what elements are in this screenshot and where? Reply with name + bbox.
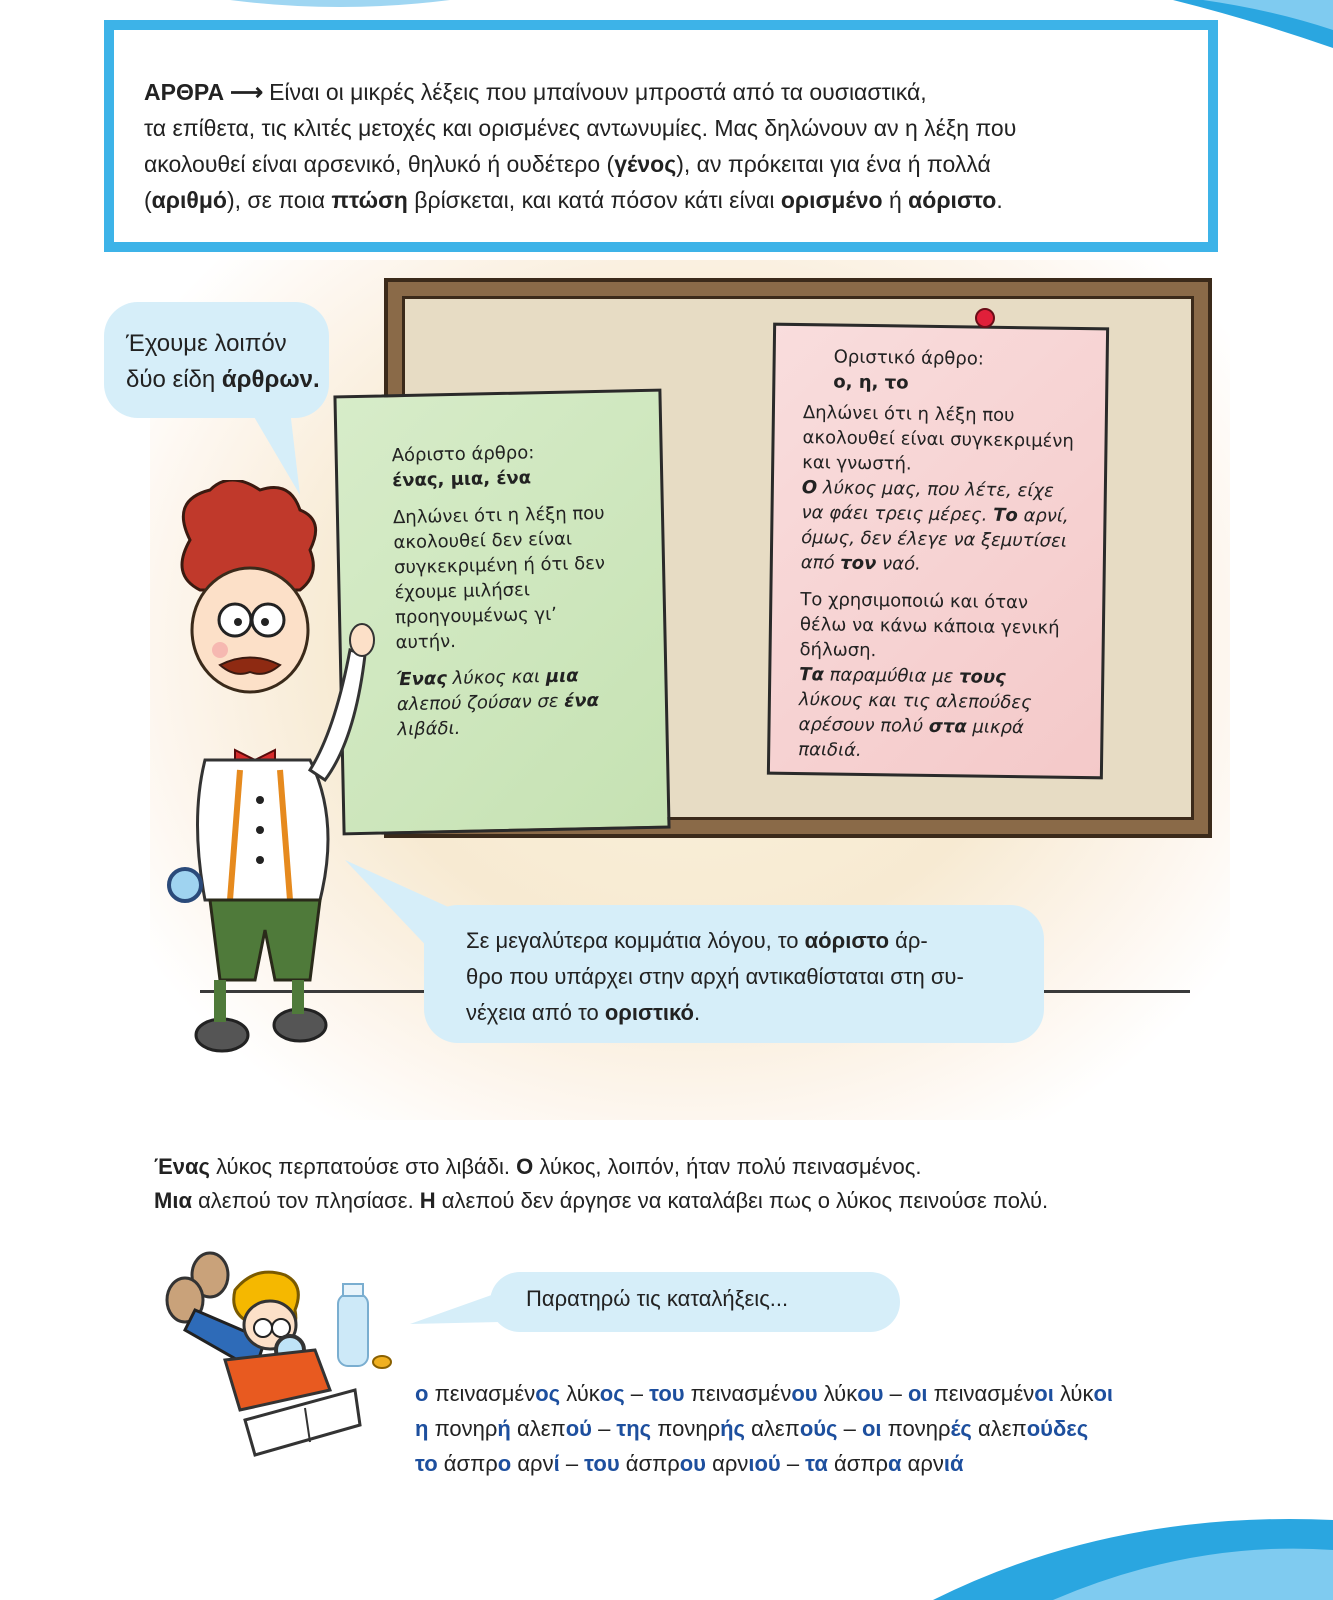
note-heading: Αόριστο άρθρο: (391, 442, 535, 467)
ending-highlight: ου (679, 1451, 706, 1476)
ending-highlight: οι (907, 1381, 928, 1406)
ending-highlight: ος (535, 1381, 561, 1406)
bubble-tail (410, 1292, 500, 1332)
note-definite-article: Οριστικό άρθρο: ο, η, το Δηλώνει ότι η λέξη που ακολουθεί είναι συγκεκριμένη και γνωστή. Ο λύκος μας, που λέτε, είχε να φάει τρεις μέρες. Το αρνί, όμως, δεν έλεγε να ξεμυτίσει από τον ναό. Το χρησιμοποιώ και όταν θέλω να κάνω κάποια γενική δήλωση. Τα παραμύθια με τους λύκους και τις αλεπούδες αρέσουν πολύ στα μικρά παιδιά. (767, 323, 1109, 780)
ending-highlight: οι (861, 1416, 882, 1441)
endings-row (415, 1411, 1113, 1446)
ending-highlight: ές (950, 1416, 972, 1441)
ending-highlight: η (415, 1416, 429, 1441)
ending-highlight: ιά (943, 1451, 964, 1476)
ending-highlight: οι (1034, 1381, 1054, 1406)
ending-stem: – (883, 1381, 908, 1406)
wave-decoration-top (230, 0, 450, 10)
ending-highlight: το (415, 1451, 438, 1476)
ending-stem: πονηρ (651, 1416, 721, 1441)
bottle-icon (330, 1280, 400, 1370)
ending-stem: πεινασμέν (927, 1381, 1035, 1406)
ending-stem: – (559, 1451, 585, 1476)
bubble-tail (250, 410, 310, 500)
ending-stem: άσπρ (437, 1451, 498, 1476)
ending-highlight: α (888, 1451, 902, 1476)
ending-stem: πονηρ (881, 1416, 951, 1441)
professor-illustration (150, 480, 390, 1060)
term-title: ΑΡΘΡΑ (144, 79, 225, 105)
ending-stem: λύκ (560, 1381, 600, 1406)
ending-highlight: ος (599, 1381, 625, 1406)
ending-stem: αλεπ (971, 1416, 1027, 1441)
ending-highlight: τα (805, 1451, 828, 1476)
endings-row (415, 1446, 1113, 1481)
definition-box (104, 20, 1218, 252)
ending-highlight: του (584, 1451, 620, 1476)
ending-highlight: ή (497, 1416, 511, 1441)
ending-stem: αρν (511, 1451, 554, 1476)
ending-stem: αρν (705, 1451, 749, 1476)
ending-stem: πεινασμέν (684, 1381, 792, 1406)
ending-stem: αλεπ (744, 1416, 800, 1441)
ending-highlight: της (616, 1416, 652, 1441)
note-indefinite-article: Αόριστο άρθρο: ένας, μια, ένα Δηλώνει ότι η λέξη που ακολουθεί δεν είναι συγκεκριμένη ή ότι δεν έχουμε μιλήσει προηγουμένως γι’ αυτήν. Ένας λύκος και μια αλεπού ζούσαν σε ένα λιβάδι. (333, 389, 670, 836)
ending-highlight: ο (497, 1451, 512, 1476)
definite-articles: ο, η, το (833, 371, 909, 394)
ending-stem: – (591, 1416, 617, 1441)
speech-bubble-types: Έχουμε λοιπόν δύο είδη άρθρων. (104, 302, 329, 418)
ending-highlight: ής (720, 1416, 745, 1441)
story-paragraph: Ένας λύκος περπατούσε στο λιβάδι. Ο λύκος, λοιπόν, ήταν πολύ πεινασμένος. Μια αλεπού τον πλησίασε. Η αλεπού δεν άργησε να καταλάβει πως ο λύκος πεινούσε πολύ. (154, 1154, 1049, 1213)
ending-stem: λύκ (817, 1381, 858, 1406)
ending-highlight: ούδες (1026, 1416, 1089, 1441)
ending-highlight: ο (415, 1381, 429, 1406)
ending-highlight: ιού (748, 1451, 781, 1476)
note-heading: Οριστικό άρθρο: (833, 346, 985, 370)
endings-row (415, 1376, 1113, 1411)
ending-stem: άσπρ (619, 1451, 680, 1476)
pushpin-icon (975, 308, 995, 328)
ending-stem: άσπρ (827, 1451, 889, 1476)
wave-decoration-bottom-right (933, 1490, 1333, 1600)
ending-stem: αλεπ (510, 1416, 566, 1441)
ending-highlight: του (649, 1381, 685, 1406)
ending-highlight: οι (1093, 1381, 1114, 1406)
endings-examples (415, 1376, 1113, 1481)
indefinite-articles: ένας, μια, ένα (392, 467, 532, 492)
ending-highlight: ού (565, 1416, 592, 1441)
ending-stem: – (624, 1381, 650, 1406)
definition-text: ΑΡΘΡΑ ⟶ Είναι οι μικρές λέξεις που μπαίνουν μπροστά από τα ουσιαστικά, τα επίθετα, τις κλιτές μετοχές και ορισμένες αντωνυμίες. Μας δηλώνουν αν η λέξη που ακολουθεί είναι αρσενικό, θηλυκό ή ουδέτερο (γένος), αν πρόκειται για ένα ή πολλά (αριθμό), σε ποια πτώση βρίσκεται, και κατά πόσον κάτι είναι ορισμένο ή αόριστο. (144, 74, 1204, 218)
ending-highlight: ου (857, 1381, 884, 1406)
bubble-tail (345, 860, 465, 960)
ending-highlight: ί (553, 1451, 560, 1476)
ending-highlight: ου (791, 1381, 818, 1406)
speech-bubble-observe: Παρατηρώ τις καταλήξεις... (490, 1272, 900, 1332)
definite-example-2: Τα παραμύθια με τους λύκους και τις αλεπούδες αρέσουν πολύ στα μικρά παιδιά. (798, 664, 1032, 761)
ending-highlight: ούς (799, 1416, 838, 1441)
ending-stem: – (837, 1416, 862, 1441)
indefinite-example: Ένας λύκος και μια αλεπού ζούσαν σε ένα λιβάδι. (396, 665, 600, 741)
arrow-icon: ⟶ (230, 79, 264, 105)
definite-example-1: Ο λύκος μας, που λέτε, είχε να φάει τρεις μέρες. Το αρνί, όμως, δεν έλεγε να ξεμυτίσει από τον ναό. (800, 477, 1069, 575)
speech-bubble-texts: Σε μεγαλύτερα κομμάτια λόγου, το αόριστο άρ- θρο που υπάρχει στην αρχή αντικαθίσταται στη συ- νέχεια από το οριστικό. (424, 905, 1044, 1043)
ending-stem: λύκ (1053, 1381, 1094, 1406)
ending-stem: πεινασμέν (428, 1381, 536, 1406)
ending-stem: – (780, 1451, 806, 1476)
ending-stem: αρν (901, 1451, 944, 1476)
ending-stem: πονηρ (428, 1416, 498, 1441)
